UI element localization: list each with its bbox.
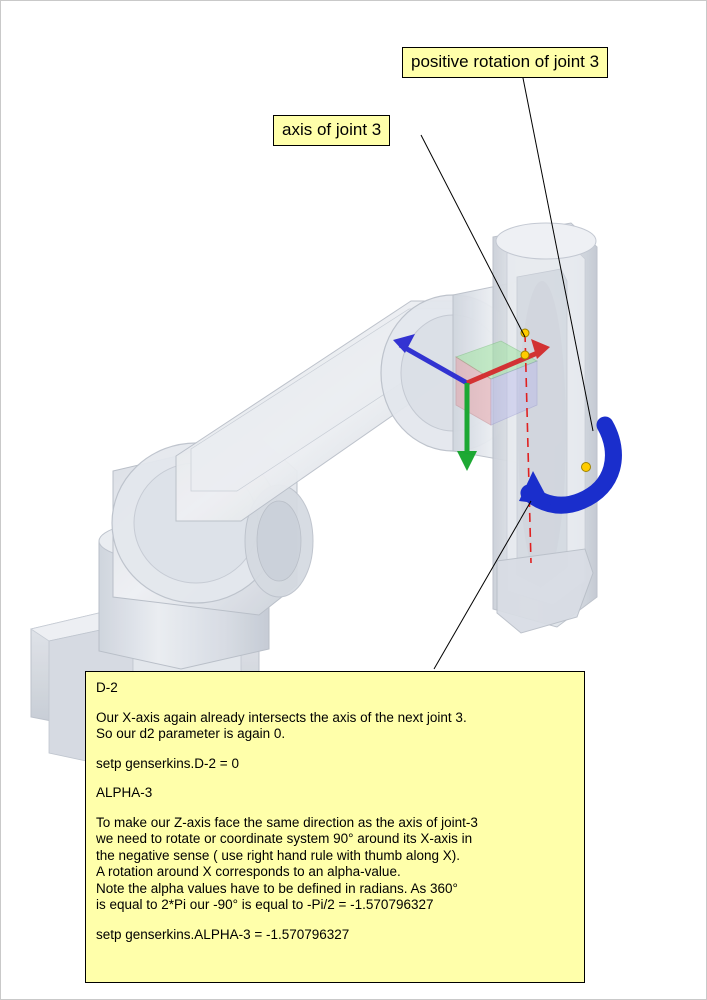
- note-heading-d2: D-2: [96, 680, 118, 695]
- callout-axis-label: axis of joint 3: [282, 120, 382, 139]
- callout-positive-rotation-label: positive rotation of joint 3: [411, 52, 600, 71]
- callout-positive-rotation: [402, 47, 608, 78]
- note-setp-alpha3: setp genserkins.ALPHA-3 = -1.570796327: [96, 926, 350, 942]
- note-para1-line1: Our X-axis again already intersects the axis of the next joint 3.: [96, 709, 467, 725]
- note-para2-line2: we need to rotate or coordinate system 90° around its X-axis in: [96, 831, 473, 846]
- note-para2-line3: the negative sense ( use right hand rule with thumb along X).: [96, 847, 460, 863]
- callout-axis-of-joint-3: [273, 115, 390, 146]
- note-heading-alpha3: ALPHA-3: [96, 785, 153, 800]
- note-para2-line1: To make our Z-axis face the same direction as the axis of joint-3: [96, 814, 478, 830]
- note-para1-line2: So our d2 parameter is again 0.: [96, 726, 286, 741]
- note-box: [85, 671, 585, 983]
- note-para2-line6: is equal to 2*Pi our -90° is equal to -Pi/2 = -1.570796327: [96, 897, 434, 912]
- note-para2-line4: A rotation around X corresponds to an alpha-value.: [96, 864, 401, 879]
- note-para2-line5: Note the alpha values have to be defined in radians. As 360°: [96, 880, 458, 896]
- note-setp-d2: setp genserkins.D-2 = 0: [96, 755, 239, 771]
